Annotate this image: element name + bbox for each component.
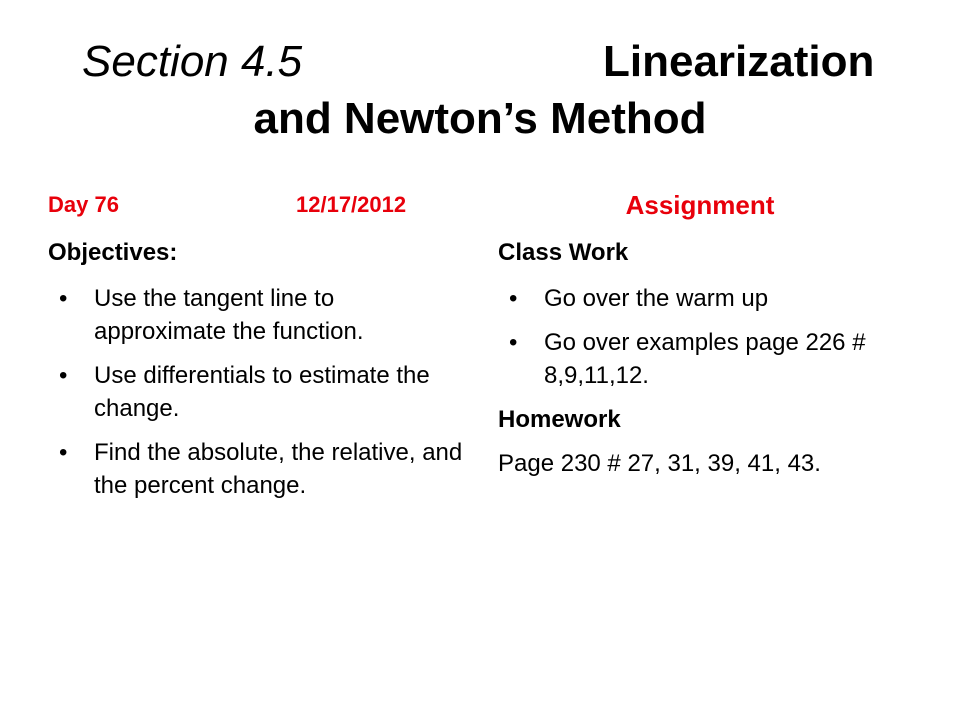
topic-title-part-2: and Newton’s Method bbox=[253, 94, 707, 143]
class-work-heading: Class Work bbox=[498, 239, 629, 266]
class-work-text: Go over examples page 226 # 8,9,11,12. bbox=[544, 329, 866, 389]
objective-text: Use differentials to estimate the change. bbox=[94, 362, 430, 422]
section-number: Section 4.5 bbox=[82, 37, 303, 86]
bullet-icon: • bbox=[59, 439, 68, 466]
objective-item bbox=[48, 436, 468, 502]
bullet-icon: • bbox=[509, 329, 518, 356]
class-work-item bbox=[498, 326, 918, 392]
slide-title-line-1 bbox=[0, 34, 960, 90]
homework-heading: Homework bbox=[498, 406, 621, 433]
objective-item bbox=[48, 359, 468, 425]
objectives-list bbox=[48, 282, 468, 502]
objective-item bbox=[48, 282, 468, 348]
objective-text: Find the absolute, the relative, and the percent change. bbox=[94, 439, 463, 499]
bullet-icon: • bbox=[509, 285, 518, 312]
homework-text: Page 230 # 27, 31, 39, 41, 43. bbox=[498, 450, 821, 477]
objective-text: Use the tangent line to approximate the function. bbox=[94, 285, 364, 345]
class-work-list bbox=[498, 282, 918, 392]
assignment-column bbox=[498, 236, 918, 480]
bullet-icon: • bbox=[59, 362, 68, 389]
day-label: Day 76 bbox=[48, 192, 119, 217]
topic-title-part-1: Linearization bbox=[603, 37, 875, 86]
bullet-icon: • bbox=[59, 285, 68, 312]
objectives-heading: Objectives: bbox=[48, 239, 178, 266]
class-work-item bbox=[498, 282, 918, 315]
assignment-heading: Assignment bbox=[625, 190, 775, 220]
class-work-text: Go over the warm up bbox=[544, 285, 769, 312]
slide-title bbox=[0, 34, 960, 147]
objectives-column bbox=[48, 236, 468, 513]
date-label: 12/17/2012 bbox=[296, 192, 407, 217]
